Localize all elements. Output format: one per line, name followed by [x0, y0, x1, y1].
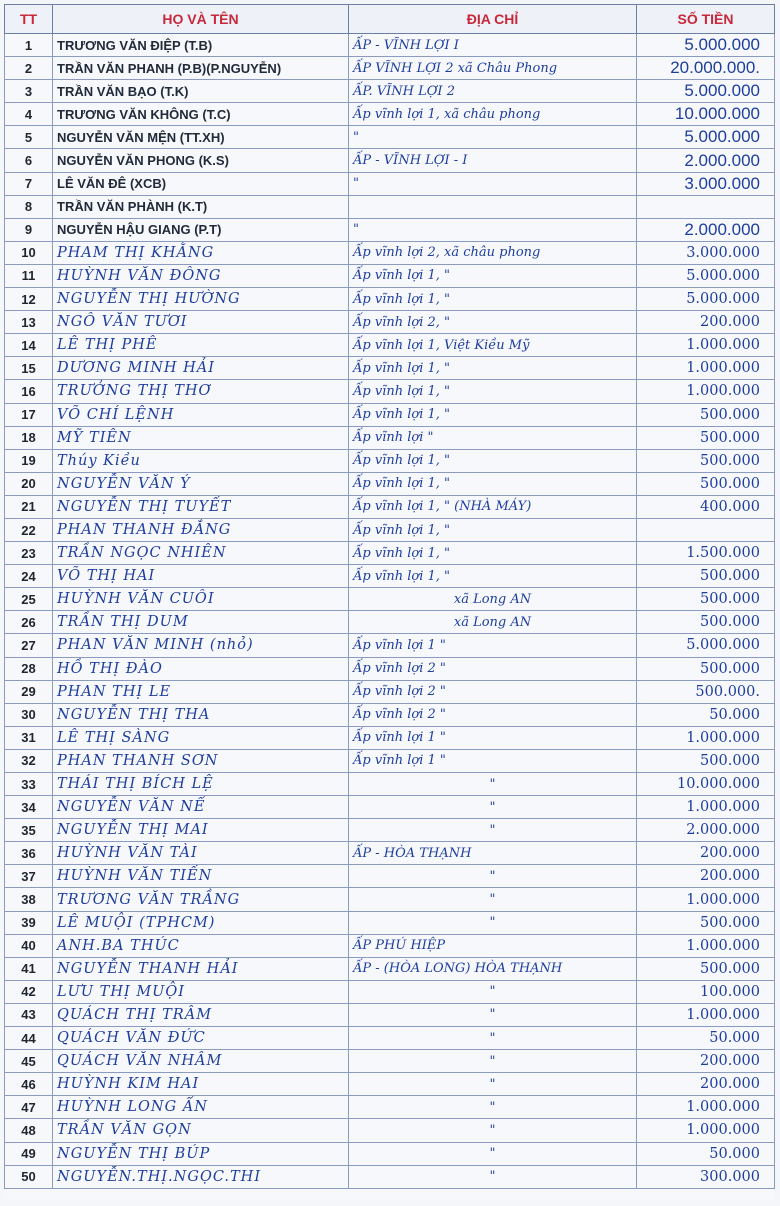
table-row — [5, 888, 775, 911]
donor-address: Ấp vĩnh lợi 2 " — [349, 703, 637, 726]
donation-amount: 1.000.000 — [637, 796, 775, 819]
donor-address: Ấp vĩnh lợi 1 " — [349, 749, 637, 772]
donor-address: ẤP PHÚ HIỆP — [349, 934, 637, 957]
donor-address: ẤP - VĨNH LỢI I — [349, 34, 637, 57]
table-row — [5, 1050, 775, 1073]
row-number: 7 — [5, 172, 53, 195]
table-row — [5, 842, 775, 865]
donor-name: HUỲNH VĂN TIẾN — [53, 865, 349, 888]
row-number: 12 — [5, 288, 53, 311]
donor-address: Ấp vĩnh lợi 1, " — [349, 380, 637, 403]
table-row — [5, 1073, 775, 1096]
donor-address — [349, 195, 637, 218]
row-number: 14 — [5, 334, 53, 357]
donor-address: " — [349, 218, 637, 241]
donation-amount: 500.000 — [637, 749, 775, 772]
donor-name: HUỲNH VĂN CUÔI — [53, 588, 349, 611]
row-number: 1 — [5, 34, 53, 57]
donor-address: " — [349, 1003, 637, 1026]
row-number: 36 — [5, 842, 53, 865]
donor-address: " — [349, 1050, 637, 1073]
row-number: 32 — [5, 749, 53, 772]
donation-amount: 10.000.000 — [637, 103, 775, 126]
donation-amount: 1.000.000 — [637, 334, 775, 357]
table-row — [5, 149, 775, 172]
donor-address: Ấp vĩnh lợi 1, xã châu phong — [349, 103, 637, 126]
donor-address: " — [349, 172, 637, 195]
donor-name: DƯƠNG MINH HẢI — [53, 357, 349, 380]
donor-name: TRẦN VĂN GỌN — [53, 1119, 349, 1142]
donor-address: " — [349, 796, 637, 819]
donor-name: NGUYỄN HẬU GIANG (P.T) — [53, 218, 349, 241]
table-row — [5, 680, 775, 703]
donor-name: HUỲNH VĂN TÀI — [53, 842, 349, 865]
donor-name: NGÔ VĂN TƯƠI — [53, 311, 349, 334]
table-row — [5, 34, 775, 57]
row-number: 29 — [5, 680, 53, 703]
donor-name: QUÁCH THỊ TRÂM — [53, 1003, 349, 1026]
donor-address: Ấp vĩnh lợi 1, " — [349, 449, 637, 472]
donor-address: Ấp vĩnh lợi 1, " — [349, 288, 637, 311]
row-number: 48 — [5, 1119, 53, 1142]
table-row — [5, 819, 775, 842]
table-row — [5, 218, 775, 241]
table-row — [5, 334, 775, 357]
table-row — [5, 518, 775, 541]
donor-address: Ấp vĩnh lợi 2 " — [349, 680, 637, 703]
donation-amount: 5.000.000 — [637, 288, 775, 311]
donation-amount: 1.000.000 — [637, 726, 775, 749]
donation-amount: 500.000. — [637, 680, 775, 703]
row-number: 40 — [5, 934, 53, 957]
donation-amount: 200.000 — [637, 1073, 775, 1096]
row-number: 33 — [5, 773, 53, 796]
row-number: 8 — [5, 195, 53, 218]
row-number: 20 — [5, 472, 53, 495]
row-number: 43 — [5, 1003, 53, 1026]
table-row — [5, 1165, 775, 1188]
donor-name: NGUYỄN THỊ MAI — [53, 819, 349, 842]
donation-amount: 1.000.000 — [637, 934, 775, 957]
donor-address: Ấp vĩnh lợi 1, " — [349, 264, 637, 287]
table-row — [5, 495, 775, 518]
row-number: 9 — [5, 218, 53, 241]
row-number: 31 — [5, 726, 53, 749]
donation-amount: 5.000.000 — [637, 34, 775, 57]
row-number: 46 — [5, 1073, 53, 1096]
row-number: 49 — [5, 1142, 53, 1165]
row-number: 21 — [5, 495, 53, 518]
donation-amount: 1.500.000 — [637, 542, 775, 565]
table-row — [5, 796, 775, 819]
donor-name: QUÁCH VĂN ĐỨC — [53, 1027, 349, 1050]
donor-name: HUỲNH VĂN ĐÔNG — [53, 264, 349, 287]
donor-address: " — [349, 1119, 637, 1142]
row-number: 19 — [5, 449, 53, 472]
table-row — [5, 980, 775, 1003]
donor-address: " — [349, 773, 637, 796]
donation-amount: 200.000 — [637, 1050, 775, 1073]
row-number: 44 — [5, 1027, 53, 1050]
row-number: 3 — [5, 80, 53, 103]
donation-amount: 5.000.000 — [637, 264, 775, 287]
donor-name: PHAN THANH SƠN — [53, 749, 349, 772]
donor-address: Ấp vĩnh lợi 2, " — [349, 311, 637, 334]
table-row — [5, 380, 775, 403]
table-row — [5, 634, 775, 657]
donation-amount: 5.000.000 — [637, 126, 775, 149]
donation-amount: 200.000 — [637, 842, 775, 865]
donor-name: HUỲNH LONG ẨN — [53, 1096, 349, 1119]
donor-address: xã Long AN — [349, 611, 637, 634]
donation-amount: 2.000.000 — [637, 218, 775, 241]
table-row — [5, 449, 775, 472]
table-row — [5, 172, 775, 195]
donation-amount: 500.000 — [637, 657, 775, 680]
donation-amount: 20.000.000. — [637, 57, 775, 80]
donor-address: Ấp vĩnh lợi 1, Việt Kiều Mỹ — [349, 334, 637, 357]
table-body — [5, 34, 775, 1189]
donation-amount: 1.000.000 — [637, 1096, 775, 1119]
row-number: 15 — [5, 357, 53, 380]
table-row — [5, 403, 775, 426]
donor-name: NGUYỄN THỊ TUYẾT — [53, 495, 349, 518]
donor-name: NGUYỄN THANH HẢI — [53, 957, 349, 980]
row-number: 45 — [5, 1050, 53, 1073]
table-row — [5, 1142, 775, 1165]
row-number: 34 — [5, 796, 53, 819]
donor-address: " — [349, 865, 637, 888]
donation-amount: 200.000 — [637, 865, 775, 888]
donor-table — [4, 4, 775, 1189]
donor-name: HỒ THỊ ĐÀO — [53, 657, 349, 680]
row-number: 28 — [5, 657, 53, 680]
table-row — [5, 426, 775, 449]
donation-amount: 500.000 — [637, 472, 775, 495]
donor-address: " — [349, 819, 637, 842]
table-row — [5, 934, 775, 957]
donation-ledger-sheet — [4, 4, 774, 1200]
donation-amount: 5.000.000 — [637, 80, 775, 103]
donor-address: Ấp vĩnh lợi 1, " — [349, 403, 637, 426]
table-row — [5, 588, 775, 611]
donor-name: TRƯƠNG VĂN TRẦNG — [53, 888, 349, 911]
row-number: 38 — [5, 888, 53, 911]
donor-address: " — [349, 888, 637, 911]
donor-address: Ấp vĩnh lợi 1, " (NHÀ MÁY) — [349, 495, 637, 518]
table-row — [5, 1027, 775, 1050]
donation-amount — [637, 195, 775, 218]
donor-name: NGUYỄN VĂN PHONG (K.S) — [53, 149, 349, 172]
row-number: 16 — [5, 380, 53, 403]
donor-address: Ấp vĩnh lợi 1, " — [349, 565, 637, 588]
donation-amount: 3.000.000 — [637, 172, 775, 195]
donor-address: " — [349, 980, 637, 1003]
donation-amount: 50.000 — [637, 703, 775, 726]
donation-amount: 50.000 — [637, 1142, 775, 1165]
table-row — [5, 80, 775, 103]
header-amount: SỐ TIỀN — [637, 5, 775, 34]
table-row — [5, 241, 775, 264]
donation-amount: 500.000 — [637, 426, 775, 449]
donation-amount: 50.000 — [637, 1027, 775, 1050]
donation-amount: 500.000 — [637, 611, 775, 634]
donor-address: Ấp vĩnh lợi 1, " — [349, 542, 637, 565]
donor-name: MỸ TIÊN — [53, 426, 349, 449]
donor-name: LÊ MUỘI (TPHCM) — [53, 911, 349, 934]
table-row — [5, 657, 775, 680]
row-number: 10 — [5, 241, 53, 264]
row-number: 18 — [5, 426, 53, 449]
table-row — [5, 611, 775, 634]
donor-name: LÊ THỊ SÀNG — [53, 726, 349, 749]
donor-name: NGUYỄN THỊ HƯỜNG — [53, 288, 349, 311]
donation-amount: 500.000 — [637, 911, 775, 934]
donor-address: Ấp vĩnh lợi 1, " — [349, 357, 637, 380]
table-row — [5, 865, 775, 888]
table-row — [5, 957, 775, 980]
row-number: 6 — [5, 149, 53, 172]
table-row — [5, 749, 775, 772]
donor-name: HUỲNH KIM HAI — [53, 1073, 349, 1096]
donor-address: ẤP. VĨNH LỢI 2 — [349, 80, 637, 103]
donor-name: PHAM THỊ KHẰNG — [53, 241, 349, 264]
row-number: 25 — [5, 588, 53, 611]
row-number: 17 — [5, 403, 53, 426]
donor-address: ẤP VĨNH LỢI 2 xã Châu Phong — [349, 57, 637, 80]
header-name: HỌ VÀ TÊN — [53, 5, 349, 34]
donor-name: NGUYỄN VĂN Ý — [53, 472, 349, 495]
donation-amount: 300.000 — [637, 1165, 775, 1188]
donor-name: TRẦN VĂN PHÀNH (K.T) — [53, 195, 349, 218]
donor-name: NGUYỄN THỊ THA — [53, 703, 349, 726]
table-row — [5, 773, 775, 796]
table-row — [5, 726, 775, 749]
donor-address: Ấp vĩnh lợi 1, " — [349, 472, 637, 495]
donation-amount: 500.000 — [637, 403, 775, 426]
row-number: 41 — [5, 957, 53, 980]
donor-name: QUÁCH VĂN NHÂM — [53, 1050, 349, 1073]
donor-name: ANH.BA THÚC — [53, 934, 349, 957]
donation-amount: 400.000 — [637, 495, 775, 518]
header-address: ĐỊA CHỈ — [349, 5, 637, 34]
table-row — [5, 1096, 775, 1119]
donor-address: ẤP - HÒA THẠNH — [349, 842, 637, 865]
donor-address: " — [349, 126, 637, 149]
table-row — [5, 195, 775, 218]
table-row — [5, 357, 775, 380]
donor-address: Ấp vĩnh lợi 1, " — [349, 518, 637, 541]
row-number: 27 — [5, 634, 53, 657]
row-number: 4 — [5, 103, 53, 126]
header-tt: TT — [5, 5, 53, 34]
row-number: 13 — [5, 311, 53, 334]
donor-address: " — [349, 1027, 637, 1050]
row-number: 30 — [5, 703, 53, 726]
donor-name: LÊ THỊ PHÊ — [53, 334, 349, 357]
row-number: 50 — [5, 1165, 53, 1188]
row-number: 42 — [5, 980, 53, 1003]
donor-address: ẤP - (HÒA LONG) HÒA THẠNH — [349, 957, 637, 980]
donor-name: TRƯƠNG VĂN ĐIỆP (T.B) — [53, 34, 349, 57]
donor-name: NGUYỄN VĂN MỆN (TT.XH) — [53, 126, 349, 149]
donor-address: " — [349, 911, 637, 934]
donation-amount: 500.000 — [637, 449, 775, 472]
table-row — [5, 264, 775, 287]
donor-address: " — [349, 1073, 637, 1096]
donor-name: TRẦN NGỌC NHIÊN — [53, 542, 349, 565]
donor-name: TRẦN VĂN PHANH (P.B)(P.NGUYỄN) — [53, 57, 349, 80]
donation-amount — [637, 518, 775, 541]
donation-amount: 500.000 — [637, 588, 775, 611]
donor-name: PHAN THANH ĐẲNG — [53, 518, 349, 541]
row-number: 11 — [5, 264, 53, 287]
table-row — [5, 911, 775, 934]
donor-name: VÕ CHÍ LỆNH — [53, 403, 349, 426]
donor-address: Ấp vĩnh lợi 2 " — [349, 657, 637, 680]
donor-name: NGUYỄN.THỊ.NGỌC.THI — [53, 1165, 349, 1188]
row-number: 23 — [5, 542, 53, 565]
donation-amount: 1.000.000 — [637, 357, 775, 380]
donor-name: LÊ VĂN ĐÊ (XCB) — [53, 172, 349, 195]
donation-amount: 3.000.000 — [637, 241, 775, 264]
donor-name: NGUYỄN VĂN NỂ — [53, 796, 349, 819]
donation-amount: 5.000.000 — [637, 634, 775, 657]
donation-amount: 10.000.000 — [637, 773, 775, 796]
donor-name: VÕ THỊ HAI — [53, 565, 349, 588]
donation-amount: 2.000.000 — [637, 149, 775, 172]
row-number: 24 — [5, 565, 53, 588]
donor-address: Ấp vĩnh lợi 1 " — [349, 726, 637, 749]
donor-name: LƯU THỊ MUỘI — [53, 980, 349, 1003]
table-row — [5, 1003, 775, 1026]
row-number: 26 — [5, 611, 53, 634]
table-row — [5, 565, 775, 588]
donor-name: Thúy Kiều — [53, 449, 349, 472]
donor-name: TRƯỞNG THỊ THƠ — [53, 380, 349, 403]
donor-address: " — [349, 1165, 637, 1188]
row-number: 22 — [5, 518, 53, 541]
donor-name: TRẦN VĂN BẠO (T.K) — [53, 80, 349, 103]
donation-amount: 1.000.000 — [637, 380, 775, 403]
row-number: 47 — [5, 1096, 53, 1119]
donor-name: TRƯƠNG VĂN KHÔNG (T.C) — [53, 103, 349, 126]
row-number: 39 — [5, 911, 53, 934]
table-row — [5, 126, 775, 149]
row-number: 35 — [5, 819, 53, 842]
donation-amount: 1.000.000 — [637, 888, 775, 911]
donation-amount: 100.000 — [637, 980, 775, 1003]
row-number: 5 — [5, 126, 53, 149]
donor-name: THÁI THỊ BÍCH LỆ — [53, 773, 349, 796]
donor-name: NGUYỄN THỊ BÚP — [53, 1142, 349, 1165]
donor-address: Ấp vĩnh lợi 1 " — [349, 634, 637, 657]
table-row — [5, 542, 775, 565]
donor-address: Ấp vĩnh lợi " — [349, 426, 637, 449]
table-row — [5, 103, 775, 126]
donation-amount: 1.000.000 — [637, 1003, 775, 1026]
donor-address: Ấp vĩnh lợi 2, xã châu phong — [349, 241, 637, 264]
donor-address: xã Long AN — [349, 588, 637, 611]
donor-address: " — [349, 1142, 637, 1165]
table-row — [5, 311, 775, 334]
table-row — [5, 703, 775, 726]
donation-amount: 2.000.000 — [637, 819, 775, 842]
donation-amount: 1.000.000 — [637, 1119, 775, 1142]
donor-name: PHAN VĂN MINH (nhỏ) — [53, 634, 349, 657]
table-row — [5, 288, 775, 311]
donation-amount: 500.000 — [637, 565, 775, 588]
table-row — [5, 57, 775, 80]
row-number: 2 — [5, 57, 53, 80]
donor-address: ẤP - VĨNH LỢI - I — [349, 149, 637, 172]
row-number: 37 — [5, 865, 53, 888]
table-row — [5, 472, 775, 495]
table-row — [5, 1119, 775, 1142]
donor-name: TRẦN THỊ DUM — [53, 611, 349, 634]
donor-address: " — [349, 1096, 637, 1119]
header-row — [5, 5, 775, 34]
donor-name: PHAN THỊ LE — [53, 680, 349, 703]
donation-amount: 200.000 — [637, 311, 775, 334]
donation-amount: 500.000 — [637, 957, 775, 980]
